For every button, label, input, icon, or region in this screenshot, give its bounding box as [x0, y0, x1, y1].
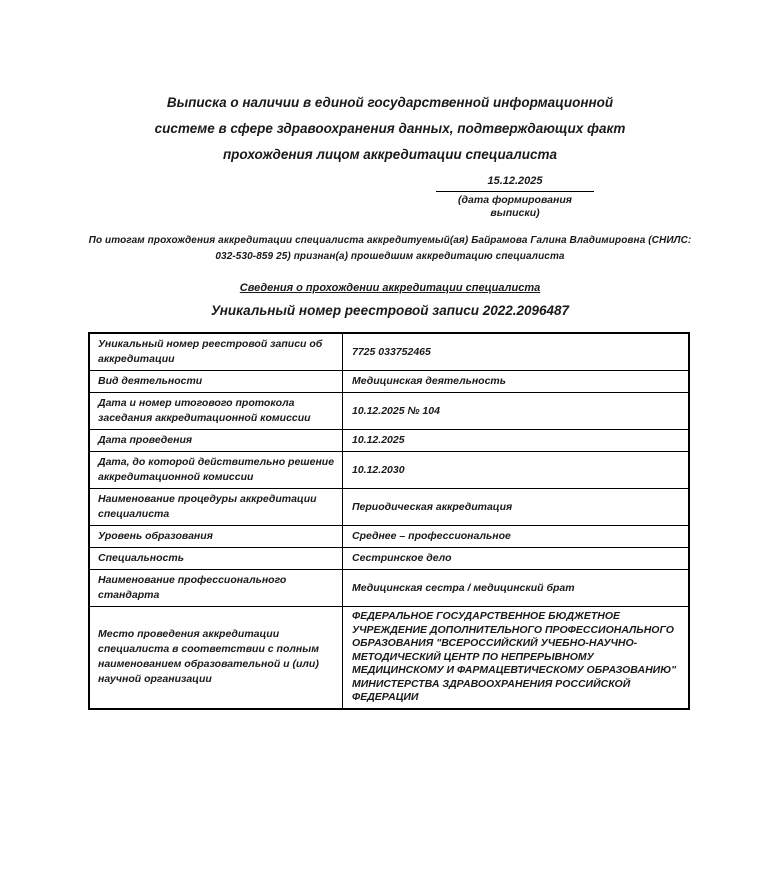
row-label: Наименование профессионального стандарта [89, 570, 343, 607]
row-label: Наименование процедуры аккредитации специалиста [89, 489, 343, 526]
title-line-2: системе в сфере здравоохранения данных, подтверждающих факт [154, 121, 626, 136]
row-label: Дата, до которой действительно решение аккредитационной комиссии [89, 452, 343, 489]
accreditation-details-table [88, 332, 690, 710]
intro-line-2: 032-530-859 25) признан(а) прошедшим аккредитацию специалиста [215, 251, 565, 262]
row-label: Уникальный номер реестровой записи об аккредитации [89, 333, 343, 371]
row-value: Медицинская сестра / медицинский брат [343, 570, 690, 607]
intro-line-1: По итогам прохождения аккредитации специалиста аккредитуемый(ая) Байрамова Галина Владимировна (СНИЛС: [88, 235, 692, 246]
formation-date-block [436, 174, 594, 220]
row-value: 10.12.2025 [343, 430, 690, 452]
table-row-valid-until [89, 452, 689, 489]
row-label: Специальность [89, 548, 343, 570]
row-label: Дата проведения [89, 430, 343, 452]
row-label: Уровень образования [89, 526, 343, 548]
table-row-registry-number [89, 333, 689, 371]
row-value: 10.12.2025 № 104 [343, 393, 690, 430]
row-value: ФЕДЕРАЛЬНОЕ ГОСУДАРСТВЕННОЕ БЮДЖЕТНОЕ УЧРЕЖДЕНИЕ ДОПОЛНИТЕЛЬНОГО ПРОФЕССИОНАЛЬНОГО ОБРАЗОВАНИЯ "ВСЕРОССИЙСКИЙ УЧЕБНО-НАУЧНО-МЕТОДИЧЕСКИЙ ЦЕНТР ПО НЕПРЕРЫВНОМУ МЕДИЦИНСКОМУ И ФАРМАЦЕВТИЧЕСКОМУ ОБРАЗОВАНИЮ" МИНИСТЕРСТВА ЗДРАВООХРАНЕНИЯ РОССИЙСКОЙ ФЕДЕРАЦИИ [343, 607, 690, 709]
formation-date: 15.12.2025 [436, 174, 594, 192]
formation-date-caption: (дата формирования выписки) [458, 194, 572, 219]
table-row-specialty [89, 548, 689, 570]
table-row-procedure-name [89, 489, 689, 526]
section-heading: Сведения о прохождении аккредитации специалиста [239, 282, 541, 294]
row-label: Дата и номер итогового протокола заседания аккредитационной комиссии [89, 393, 343, 430]
title-line-3: прохождения лицом аккредитации специалиста [222, 147, 558, 162]
row-value: Периодическая аккредитация [343, 489, 690, 526]
table-row-activity-type [89, 371, 689, 393]
table-row-professional-standard [89, 570, 689, 607]
row-label: Вид деятельности [89, 371, 343, 393]
row-value: Сестринское дело [343, 548, 690, 570]
table-body [89, 333, 689, 709]
registry-number-heading: Уникальный номер реестровой записи 2022.2096487 [210, 303, 570, 318]
table-row-venue-organization [89, 607, 689, 709]
row-value: Среднее – профессиональное [343, 526, 690, 548]
row-value: 7725 033752465 [343, 333, 690, 371]
table-row-education-level [89, 526, 689, 548]
table-row-protocol [89, 393, 689, 430]
row-value: 10.12.2030 [343, 452, 690, 489]
row-label: Место проведения аккредитации специалиста в соответствии с полным наименованием образовательной и (или) научной организации [89, 607, 343, 709]
title-line-1: Выписка о наличии в единой государственной информационной [166, 95, 614, 110]
row-value: Медицинская деятельность [343, 371, 690, 393]
intro-paragraph [88, 233, 692, 265]
table-row-date-held [89, 430, 689, 452]
document-title [88, 0, 692, 168]
